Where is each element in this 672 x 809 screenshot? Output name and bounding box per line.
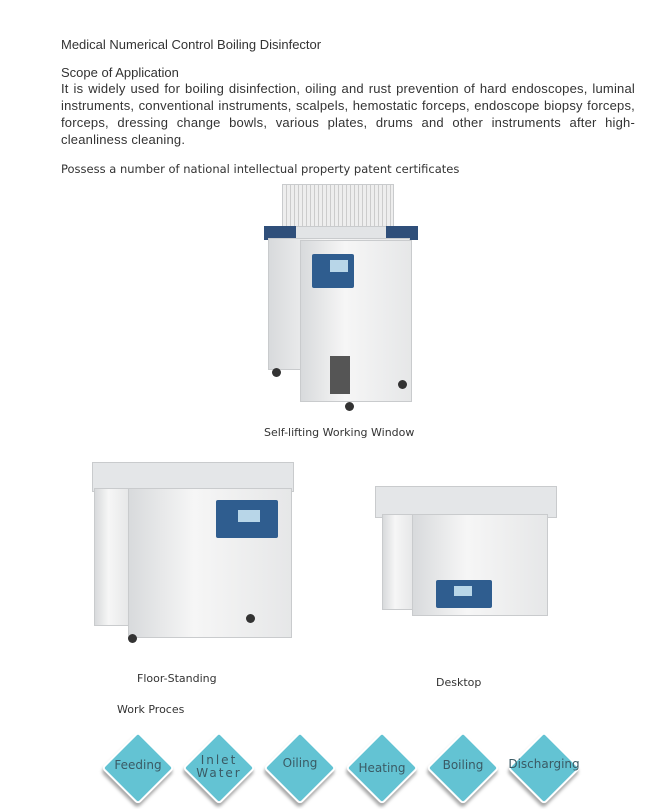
- work-process-heading: Work Proces: [117, 703, 185, 716]
- scope-heading: Scope of Application: [61, 65, 179, 80]
- scope-description: It is widely used for boiling disinfection, oiling and rust prevention of hard endoscopes, luminal instruments, conventional instruments, scalpels, hemostatic forceps, endoscope biopsy forceps, forceps, dressing change bowls, various plates, drums and other instruments after high-cleanliness cleaning.: [61, 81, 635, 147]
- document-title: Medical Numerical Control Boiling Disinfector: [61, 37, 322, 52]
- process-step-feeding: Feeding: [112, 742, 164, 794]
- process-step-boiling: Boiling: [437, 742, 489, 794]
- caption-self-lifting: Self-lifting Working Window: [264, 426, 415, 439]
- process-step-discharging: Discharging: [518, 742, 570, 794]
- process-step-heading: Heating: [356, 742, 408, 794]
- caption-floor-standing: Floor-Standing: [137, 672, 217, 685]
- process-step-inlet-water: Inlet Water: [193, 742, 245, 794]
- caption-desktop: Desktop: [436, 676, 482, 689]
- process-step-oiling: Oiling: [274, 742, 326, 794]
- patent-note: Possess a number of national intellectual property patent certificates: [61, 162, 460, 176]
